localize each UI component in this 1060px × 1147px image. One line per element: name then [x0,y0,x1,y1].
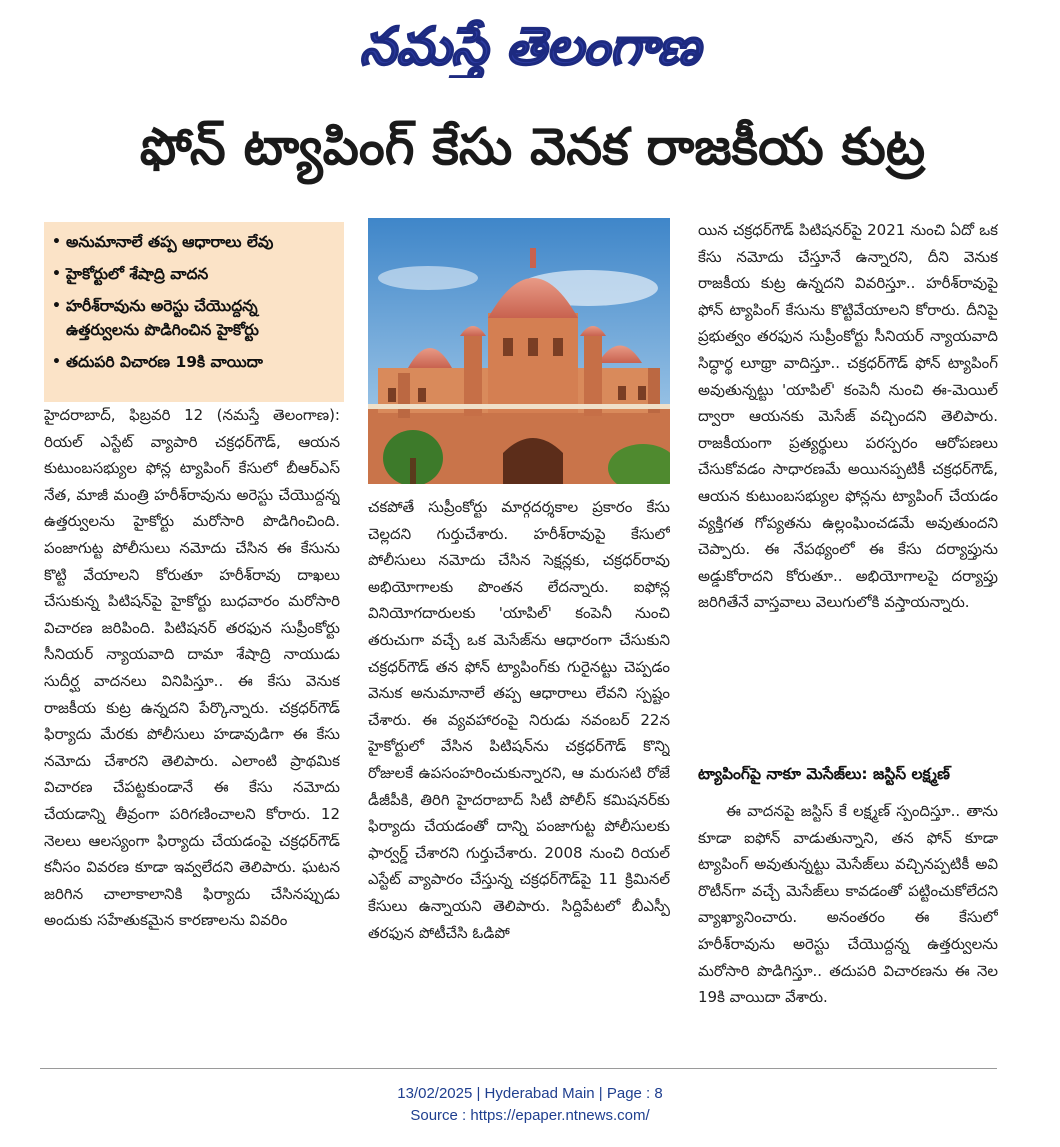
footer-date-line: 13/02/2025 | Hyderabad Main | Page : 8 [397,1085,663,1102]
highlight-text: అనుమానాలే తప్ప ఆధారాలు లేవు [66,233,274,251]
subheading: ట్యాపింగ్‌పై నాకూ మెసేజ్‌లు: జస్టిస్ లక్ష్మణ్ [698,765,950,783]
bullet-icon: • [52,234,61,250]
highlight-item [52,230,336,254]
article-column-3-top: యిన చక్రధర్‌గౌడ్ పిటిషనర్‌పై 2021 నుంచి ఏదో ఒక కేసు నమోదు చేస్తూనే ఉన్నారని, దీని వెనుక రాజకీయ కుట్ర ఉన్నదని వివరిస్తూ.. హరీశ్‌రావుపై ఫోన్ ట్యాపింగ్ కేసును కొట్టివేయాలని కోరారు. దీనిపై ప్రభుత్వం తరఫున సుప్రీంకోర్టు సీనియర్ న్యాయవాది సిద్ధార్థ లూథ్రా వాదిస్తూ.. చక్రధర్‌గౌడ్ ఫోన్ ట్యాపింగ్ అవుతున్నట్టు 'యాపిల్' కంపెనీ నుంచి ఈ-మెయిల్ ద్వారా ఆయనకు మెసేజ్ వచ్చిందని తెలిపారు. రాజకీయంగా ప్రత్యర్థులు పరస్పరం ఆరోపణలు చేసుకోవడం సాధారణమే అయినప్పటికీ చక్రధర్‌గౌడ్, ఆయన కుటుంబసభ్యుల ఫోన్లను ట్యాపింగ్ చేయడం వ్యక్తిగత గోప్యతను ఉల్లంఘించడమే అవుతుందని చెప్పారు. ఈ నేపథ్యంలో ఈ కేసు దర్యాప్తును అడ్డుకోరాదని కోరుతూ.. అభియోగాలపై దర్యాప్తు జరిగితేనే వాస్తవాలు వెలుగులోకి వస్తాయన్నారు. [698,221,998,612]
masthead-logo [320,8,740,78]
high-court-photo [368,218,670,484]
footer-divider [40,1068,997,1069]
bullet-icon: • [52,354,61,370]
masthead [0,8,1060,78]
bullet-icon: • [52,298,61,314]
highlight-item [52,294,336,342]
article-column-1: హైదరాబాద్, ఫిబ్రవరి 12 (నమస్తే తెలంగాణ): రియల్ ఎస్టేట్ వ్యాపారి చక్రధర్‌గౌడ్, ఆయన కుటుంబసభ్యుల ఫోన్ల ట్యాపింగ్ కేసులో బీఆర్‌ఎస్ నేత, మాజీ మంత్రి హరీశ్‌రావును అరెస్టు చేయొద్దన్న ఉత్తర్వులను హైకోర్టు మరోసారి పొడిగించింది. పంజాగుట్ట పోలీసులు నమోదు చేసిన ఈ కేసును కొట్టి వేయాలని కోరుతూ హరీశ్‌రావు దాఖలు చేసుకున్న పిటిషన్‌పై హైకోర్టు బుధవారం మరోసారి విచారణ జరిపింది. పిటిషనర్ తరఫున సుప్రీంకోర్టు సీనియర్ న్యాయవాది దామా శేషాద్రి నాయుడు సుదీర్ఘ వాదనలు వినిపిస్తూ.. ఈ కేసు వెనుక రాజకీయ కుట్ర ఉన్నదని పేర్కొన్నారు. చక్రధర్‌గౌడ్ ఫిర్యాదు మేరకు పోలీసులు హడావుడిగా ఈ కేసు నమోదు చేశారని తెలిపారు. ఎలాంటి ప్రాథమిక విచారణ చేపట్టకుండానే ఈ కేసు నమోదు చేయడాన్ని తీవ్రంగా పరిగణించాలని కోరారు. 12 నెలలు ఆలస్యంగా ఫిర్యాదు చేయడంపై చక్రధర్‌గౌడ్ కనీసం వివరణ కూడా ఇవ్వలేదని తెలిపారు. ఘటన జరిగిన చాలాకాలానికి ఫిర్యాదు చేసినప్పుడు అందుకు సహేతుకమైన కారణాలను వివరిం [44,406,340,930]
highlights-box [44,222,344,402]
footer-source-link[interactable]: Source : https://epaper.ntnews.com/ [410,1107,650,1124]
bullet-icon: • [52,266,61,282]
headline: ఫోన్ ట్యాపింగ్ కేసు వెనక రాజకీయ కుట్ర [139,118,926,177]
article-column-3-bottom: ఈ వాదనపై జస్టిస్ కే లక్ష్మణ్ స్పందిస్తూ.. తాను కూడా ఐఫోన్ వాడుతున్నాని, తన ఫోన్ కూడా ట్యాపింగ్ అవుతున్నట్టు మెసేజ్‌లు వచ్చినప్పటికీ అవి రొటీన్‌గా వచ్చే మెసేజ్‌లు కావడంతో పట్టించుకోలేదని వ్యాఖ్యానించారు. అనంతరం ఈ కేసులో హరీశ్‌రావును అరెస్టు చేయొద్దన్న ఉత్తర్వులను మరోసారి పొడిగిస్తూ.. తదుపరి విచారణను ఈ నెల 19కి వాయిదా వేశారు. [698,802,998,1007]
masthead-title: నమస్తే తెలంగాణ [359,17,701,77]
highlight-item [52,350,336,374]
high-court-building-illustration [368,218,670,484]
highlight-text: హైకోర్టులో శేషాద్రి వాదన [66,265,209,283]
article-column-2: చకపోతే సుప్రీంకోర్టు మార్గదర్శకాల ప్రకారం కేసు చెల్లదని గుర్తుచేశారు. హరీశ్‌రావుపై కేసులో పోలీసులు నమోదు చేసిన సెక్షన్లకు, చక్రధర్‌రావు అభియోగాలకు పొంతన లేదన్నారు. ఐఫోన్ల వినియోగదారులకు 'యాపిల్' కంపెనీ నుంచి తరుచుగా వచ్చే ఒక మెసేజ్‌ను ఆధారంగా చేసుకుని చక్రధర్‌గౌడ్ తన ఫోన్ ట్యాపింగ్‌కు గురైనట్టు చెప్పడం వెనుక అనుమానాలే తప్ప ఆధారాలు లేవని స్పష్టం చేశారు. ఈ వ్యవహారంపై నిరుడు నవంబర్ 22న హైకోర్టులో వేసిన పిటిషన్‌ను చక్రధర్‌గౌడ్ కొన్ని రోజులకే ఉపసంహరించుకున్నారని, ఆ మరుసటి రోజే డీజీపీకి, తిరిగి హైదరాబాద్ సిటీ పోలీస్ కమిషనర్‌కు ఫిర్యాదు చేయడంతో దాన్ని పంజాగుట్ట పోలీసులకు ఫార్వర్డ్ చేశారని గుర్తుచేశారు. 2008 నుంచి రియల్ ఎస్టేట్ వ్యాపారం చేస్తున్న చక్రధర్‌గౌడ్‌పై 11 క్రిమినల్ కేసులు ఉన్నాయని తెలిపారు. సిద్దిపేటలో బీఎస్పీ తరఫున పోటీచేసి ఓడిపో [368,498,670,942]
highlight-item [52,262,336,286]
highlight-text: హరీశ్‌రావును అరెస్టు చేయొద్దన్న ఉత్తర్వులను పొడిగించిన హైకోర్టు [66,297,259,339]
highlight-text: తదుపరి విచారణ 19కి వాయిదా [66,353,263,371]
